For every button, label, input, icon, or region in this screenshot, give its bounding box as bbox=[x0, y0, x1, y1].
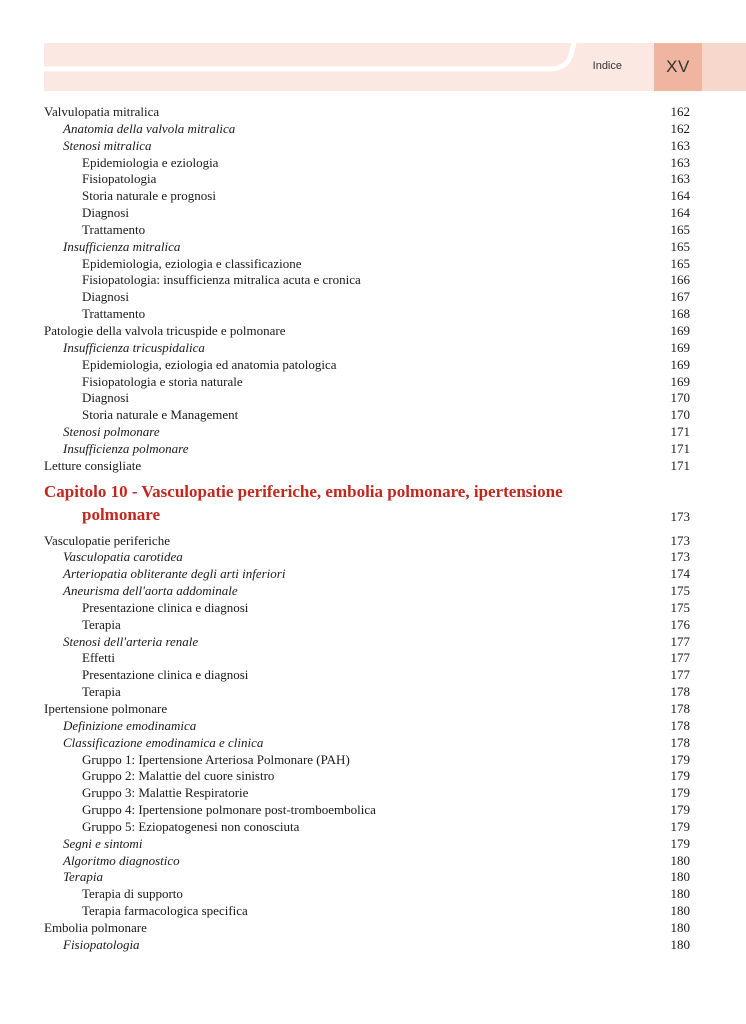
toc-entry-page: 180 bbox=[670, 919, 690, 935]
toc-entry-title: Storia naturale e Management bbox=[82, 407, 239, 423]
toc-entry[interactable] bbox=[44, 718, 692, 735]
chapter-title-line2: polmonare bbox=[82, 504, 161, 524]
toc-entry-title: Vasculopatie periferiche bbox=[44, 532, 170, 548]
toc-entry-page: 169 bbox=[670, 373, 690, 389]
toc-entry-page: 169 bbox=[670, 322, 690, 338]
toc-entry[interactable] bbox=[44, 323, 692, 340]
toc-entry-page: 176 bbox=[670, 616, 690, 632]
toc-entry-title: Effetti bbox=[82, 650, 115, 666]
toc-entry-title: Insufficienza polmonare bbox=[63, 440, 189, 456]
toc-entry-title: Stenosi mitralica bbox=[63, 137, 152, 153]
toc-entry[interactable] bbox=[44, 171, 692, 188]
toc-entry-page: 175 bbox=[670, 583, 690, 599]
toc-entry[interactable] bbox=[44, 239, 692, 256]
toc-entry-page: 177 bbox=[670, 667, 690, 683]
toc-entry-title: Epidemiologia, eziologia ed anatomia patologica bbox=[82, 356, 337, 372]
toc-entry-title: Aneurisma dell'aorta addominale bbox=[63, 583, 238, 599]
toc-entry-title: Diagnosi bbox=[82, 205, 129, 221]
toc-entry-page: 170 bbox=[670, 407, 690, 423]
toc-entry-page: 169 bbox=[670, 356, 690, 372]
toc-entry-page: 179 bbox=[670, 785, 690, 801]
toc-entry-page: 179 bbox=[670, 802, 690, 818]
toc-entry-page: 162 bbox=[670, 120, 690, 136]
toc-entry[interactable] bbox=[44, 886, 692, 903]
toc-entry[interactable] bbox=[44, 768, 692, 785]
toc-entry[interactable] bbox=[44, 424, 692, 441]
toc-entry[interactable] bbox=[44, 340, 692, 357]
toc-entry-title: Definizione emodinamica bbox=[63, 717, 197, 733]
toc-entry-page: 179 bbox=[670, 751, 690, 767]
toc-entry-page: 162 bbox=[670, 104, 690, 119]
page-edge-tab bbox=[702, 43, 746, 91]
toc-entry[interactable] bbox=[44, 549, 692, 566]
table-of-contents bbox=[44, 104, 692, 954]
toc-entry[interactable] bbox=[44, 634, 692, 651]
toc-entry[interactable] bbox=[44, 853, 692, 870]
toc-entry[interactable] bbox=[44, 869, 692, 886]
toc-section-chapter-10 bbox=[44, 533, 692, 954]
toc-entry-page: 180 bbox=[670, 852, 690, 868]
toc-entry[interactable] bbox=[44, 374, 692, 391]
chapter-title-line1: Capitolo 10 - Vasculopatie periferiche, embolia polmonare, ipertensione bbox=[44, 481, 563, 501]
toc-entry-title: Presentazione clinica e diagnosi bbox=[82, 667, 249, 683]
toc-entry[interactable] bbox=[44, 441, 692, 458]
toc-entry-page: 175 bbox=[670, 599, 690, 615]
toc-entry[interactable] bbox=[44, 458, 692, 475]
toc-entry[interactable] bbox=[44, 306, 692, 323]
toc-entry-page: 171 bbox=[670, 440, 690, 456]
toc-entry[interactable] bbox=[44, 222, 692, 239]
toc-entry-title: Algoritmo diagnostico bbox=[63, 852, 180, 868]
toc-entry-page: 167 bbox=[670, 289, 690, 305]
toc-entry-title: Fisiopatologia: insufficienza mitralica acuta e cronica bbox=[82, 272, 361, 288]
toc-entry-title: Gruppo 4: Ipertensione polmonare post-tromboembolica bbox=[82, 802, 376, 818]
toc-entry[interactable] bbox=[44, 819, 692, 836]
toc-entry-title: Fisiopatologia e storia naturale bbox=[82, 373, 243, 389]
toc-entry[interactable] bbox=[44, 104, 692, 121]
toc-entry[interactable] bbox=[44, 357, 692, 374]
toc-entry-title: Classificazione emodinamica e clinica bbox=[63, 734, 264, 750]
toc-entry[interactable] bbox=[44, 121, 692, 138]
toc-entry-page: 178 bbox=[670, 701, 690, 716]
toc-entry-page: 178 bbox=[670, 717, 690, 733]
toc-entry-page: 164 bbox=[670, 205, 690, 221]
toc-entry-title: Diagnosi bbox=[82, 390, 129, 406]
toc-entry[interactable] bbox=[44, 138, 692, 155]
toc-entry-page: 168 bbox=[670, 306, 690, 322]
toc-entry-page: 180 bbox=[670, 903, 690, 919]
toc-entry-page: 165 bbox=[670, 238, 690, 254]
toc-entry[interactable] bbox=[44, 802, 692, 819]
toc-entry-title: Terapia bbox=[82, 684, 121, 700]
toc-entry[interactable] bbox=[44, 752, 692, 769]
toc-entry-title: Gruppo 1: Ipertensione Arteriosa Polmonare (PAH) bbox=[82, 751, 350, 767]
toc-entry-title: Epidemiologia e eziologia bbox=[82, 154, 219, 170]
toc-entry[interactable] bbox=[44, 583, 692, 600]
toc-entry-title: Arteriopatia obliterante degli arti inferiori bbox=[63, 566, 286, 582]
toc-entry-page: 177 bbox=[670, 633, 690, 649]
toc-entry-page: 179 bbox=[670, 835, 690, 851]
toc-entry-page: 166 bbox=[670, 272, 690, 288]
toc-entry-title: Letture consigliate bbox=[44, 457, 142, 473]
toc-entry-title: Insufficienza mitralica bbox=[63, 238, 181, 254]
toc-entry[interactable] bbox=[44, 566, 692, 583]
toc-entry-page: 171 bbox=[670, 424, 690, 440]
chapter-page-number: 173 bbox=[670, 508, 690, 524]
toc-entry-title: Ipertensione polmonare bbox=[44, 701, 168, 716]
toc-entry[interactable] bbox=[44, 155, 692, 172]
toc-entry[interactable] bbox=[44, 256, 692, 273]
toc-entry-title: Terapia di supporto bbox=[82, 886, 183, 902]
toc-entry-title: Embolia polmonare bbox=[44, 919, 147, 935]
toc-entry[interactable] bbox=[44, 920, 692, 937]
toc-entry-page: 179 bbox=[670, 818, 690, 834]
chapter-heading[interactable] bbox=[44, 481, 692, 531]
toc-entry-title: Terapia bbox=[63, 869, 103, 885]
toc-entry[interactable] bbox=[44, 205, 692, 222]
toc-entry-title: Patologie della valvola tricuspide e polmonare bbox=[44, 322, 286, 338]
toc-entry-page: 180 bbox=[670, 936, 690, 952]
toc-entry-page: 173 bbox=[670, 532, 690, 548]
toc-entry[interactable] bbox=[44, 684, 692, 701]
toc-entry-title: Terapia bbox=[82, 616, 121, 632]
toc-entry-page: 177 bbox=[670, 650, 690, 666]
toc-entry-page: 165 bbox=[670, 221, 690, 237]
toc-entry[interactable] bbox=[44, 735, 692, 752]
toc-entry-page: 178 bbox=[670, 684, 690, 700]
toc-entry-title: Gruppo 2: Malattie del cuore sinistro bbox=[82, 768, 275, 784]
toc-entry[interactable] bbox=[44, 785, 692, 802]
toc-entry[interactable] bbox=[44, 937, 692, 954]
toc-entry[interactable] bbox=[44, 390, 692, 407]
header-curve-decoration bbox=[44, 43, 654, 91]
toc-entry[interactable] bbox=[44, 188, 692, 205]
page-number: XV bbox=[654, 43, 702, 91]
toc-entry-title: Diagnosi bbox=[82, 289, 129, 305]
toc-entry-title: Anatomia della valvola mitralica bbox=[63, 120, 236, 136]
toc-entry-page: 163 bbox=[670, 137, 690, 153]
toc-entry-title: Stenosi dell'arteria renale bbox=[63, 633, 199, 649]
toc-entry-page: 165 bbox=[670, 255, 690, 271]
toc-entry[interactable] bbox=[44, 407, 692, 424]
toc-entry-title: Segni e sintomi bbox=[63, 835, 143, 851]
toc-entry[interactable] bbox=[44, 667, 692, 684]
toc-entry[interactable] bbox=[44, 289, 692, 306]
section-label: Indice bbox=[592, 60, 622, 72]
toc-entry-page: 163 bbox=[670, 154, 690, 170]
toc-entry-title: Gruppo 3: Malattie Respiratorie bbox=[82, 785, 249, 801]
toc-entry-title: Terapia farmacologica specifica bbox=[82, 903, 248, 919]
toc-entry-title: Epidemiologia, eziologia e classificazione bbox=[82, 255, 302, 271]
toc-entry-title: Trattamento bbox=[82, 221, 146, 237]
toc-entry[interactable] bbox=[44, 617, 692, 634]
toc-entry-title: Fisiopatologia bbox=[82, 171, 157, 187]
toc-entry[interactable] bbox=[44, 701, 692, 718]
toc-entry[interactable] bbox=[44, 650, 692, 667]
toc-entry-title: Presentazione clinica e diagnosi bbox=[82, 599, 249, 615]
toc-entry-page: 163 bbox=[670, 171, 690, 187]
toc-entry[interactable] bbox=[44, 600, 692, 617]
toc-entry[interactable] bbox=[44, 836, 692, 853]
toc-entry-page: 170 bbox=[670, 390, 690, 406]
toc-entry-title: Gruppo 5: Eziopatogenesi non conosciuta bbox=[82, 818, 300, 834]
toc-entry-title: Storia naturale e prognosi bbox=[82, 188, 216, 204]
toc-entry-page: 171 bbox=[670, 457, 690, 473]
toc-entry-title: Vasculopatia carotidea bbox=[63, 549, 183, 565]
toc-entry-page: 180 bbox=[670, 869, 690, 885]
toc-entry[interactable] bbox=[44, 903, 692, 920]
toc-entry-title: Insufficienza tricuspidalica bbox=[63, 339, 205, 355]
toc-entry[interactable] bbox=[44, 533, 692, 550]
toc-section-valvulopathies bbox=[44, 104, 692, 475]
toc-entry-title: Stenosi polmonare bbox=[63, 424, 160, 440]
toc-entry-title: Valvulopatia mitralica bbox=[44, 104, 160, 119]
toc-entry-page: 178 bbox=[670, 734, 690, 750]
toc-entry-page: 173 bbox=[670, 549, 690, 565]
toc-entry-page: 180 bbox=[670, 886, 690, 902]
toc-entry-page: 179 bbox=[670, 768, 690, 784]
toc-entry-page: 174 bbox=[670, 566, 690, 582]
toc-entry-title: Trattamento bbox=[82, 306, 146, 322]
toc-entry-page: 169 bbox=[670, 339, 690, 355]
toc-entry-page: 164 bbox=[670, 188, 690, 204]
toc-entry-title: Fisiopatologia bbox=[63, 936, 140, 952]
toc-entry[interactable] bbox=[44, 272, 692, 289]
